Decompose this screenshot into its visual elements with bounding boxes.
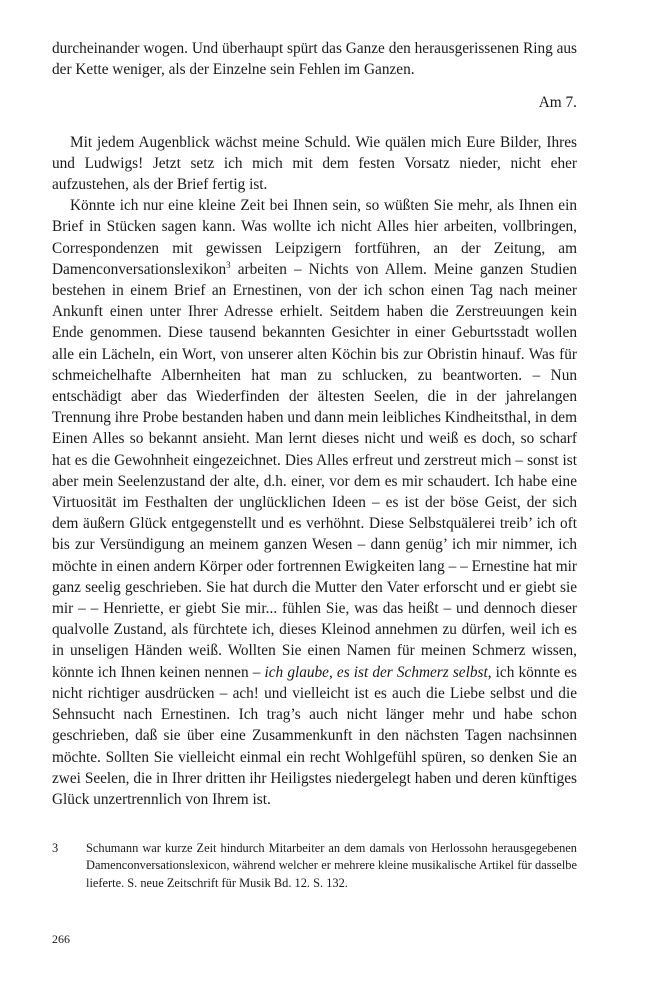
footnote-text: Schumann war kurze Zeit hindurch Mitarbeiter an dem damals von Herlossohn herausgegebenen Damenconversationslexicon, während welcher er mehrere kleine musikalische Artikel für dasselbe lieferte. S. neue Zeitschrift für Musik Bd. 12. S. 132. (86, 841, 577, 890)
paragraph-continuation: durcheinander wogen. Und überhaupt spürt das Ganze den herausgerissenen Ring aus der Kette weniger, als der Einzelne sein Fehlen im Ganzen. (52, 40, 577, 79)
paragraph-main-text-2: arbeiten – Nichts von Allem. Meine ganzen Studien bestehen in einem Brief an Ernestinen, von der ich schon einen Tag nach meiner Ankunft einen unter Ihrer Adresse erhielt. Seitdem haben die Zerstreuungen kein Ende genommen. Diese tausend bekannten Gesichter in einer Geburtsstadt wollen alle ein Lächeln, ein Wort, von unserer alten Köchin bis zur Obristin hinauf. Was für schmeichelhafte Albernheiten hat man zu schlucken, zu beantworten. – Nun entschädigt aber das Wiederfinden der ältesten Seelen, die in der jahrelangen Trennung ihre Probe bestanden haben und dann mein leibliches Kindheitsthal, in dem Einen Alles so bekannt ansieht. Man lernt dieses nicht und weiß es doch, so scharf hat es die Gewohnheit eingezeichnet. Dies Alles erfreut und zerstreut mich – sonst ist aber mein Seelenzustand der alte, d.h. einer, vor dem es mir schaudert. Ich habe eine Virtuosität im Festhalten der unglücklichen Ideen – es ist der böse Geist, der sich dem äußern Glück entgegenstellt und es verhöhnt. Diese Selbstquälerei treib’ ich oft bis zur Versündigung an meinem ganzen Wesen – dann genüg’ ich mir nimmer, ich möchte in einen andern Körper oder fortrennen Ewigkeiten lang – – Ernestine hat mir ganz seelig geschrieben. Sie hat durch die Mutter den Vater erforscht und er giebt sie mir – – Henriette, er giebt Sie mir... fühlen Sie, was das heißt – und dennoch dieser qualvolle Zustand, als fürchtete ich, dieses Kleinod annehmen zu dürfen, weil ich es in unseligen Händen weiß. Wollten Sie einen Namen für meinen Schmerz wissen, könnte ich Ihnen keinen nennen – (52, 260, 577, 681)
page-body (52, 38, 577, 810)
footnote-reference: 3 (226, 259, 231, 270)
paragraph-main-text-3: , ich könnte es nicht richtiger ausdrücken – ach! und vielleicht ist es auch die Liebe selbst und die Sehnsucht nach Ernestinen. Ich trag’s auch nicht länger mehr und habe schon geschrieben, daß sie über eine Zusammenkunft in den nächsten Tagen nachsinnen möchte. Sollten Sie vielleicht einmal ein recht Wohlgefühl spüren, so denken Sie an zwei Seelen, die in Ihrer dritten ihr Heiligstes niedergelegt haben und deren künftiges Glück unzertrennlich von Ihrem ist. (52, 663, 577, 808)
page-number: 266 (52, 932, 70, 946)
emphasis-quote: ich glaube, es ist der Schmerz selbst (264, 663, 488, 681)
paragraph-opening: Mit jedem Augenblick wächst meine Schuld. Wie quälen mich Eure Bilder, Ihres und Ludwigs! Jetzt setz ich mich mit dem festen Vorsatz nieder, nicht eher aufzustehen, als der Brief fertig ist. (52, 133, 577, 194)
dateline: Am 7. (538, 94, 577, 112)
paragraph-main (52, 195, 577, 810)
paragraph-main-text-1: Könnte ich nur eine kleine Zeit bei Ihnen sein, so wüßten Sie mehr, als Ihnen ein Brief in Stücken sagen kann. Was wollte ich nicht Alles hier arbeiten, vollbringen, Correspondenzen mit gewissen Leipzigern fortführen, an der Zeitung, am Damenconversationslexikon (52, 197, 577, 278)
footnote (52, 840, 577, 892)
footnote-number: 3 (52, 841, 59, 855)
